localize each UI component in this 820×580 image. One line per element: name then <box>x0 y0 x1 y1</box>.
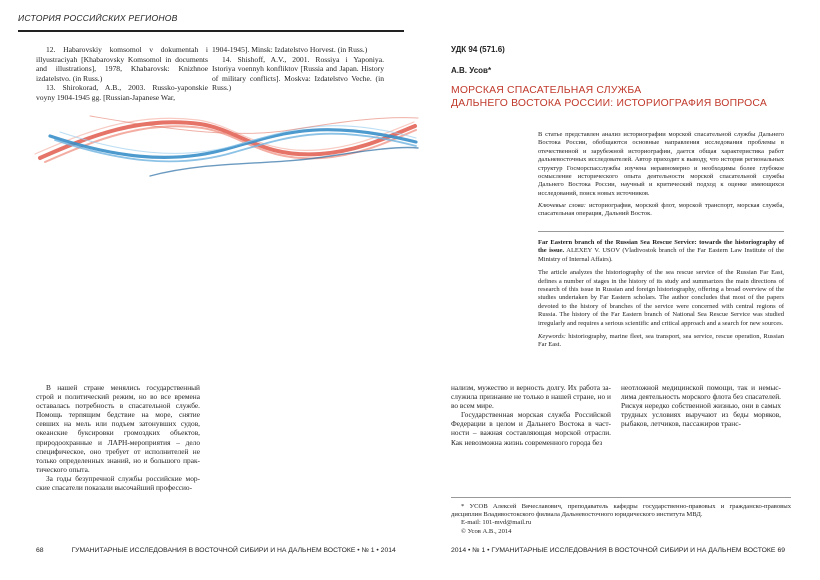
body-column-a <box>451 383 611 447</box>
english-author: ALEXEY V. USOV (Vladivostok branch of the Far Eastern Law Institute of the Ministry of Internal Affairs). <box>538 247 785 263</box>
udc-code: УДК 94 (571.6) <box>451 45 505 54</box>
page-number-left: 68 <box>36 547 44 554</box>
page-number-right: 69 <box>777 547 785 554</box>
keywords-text: historiography, marine fleet, sea transport, sea service, rescue operation, Russian Far East. <box>538 333 784 349</box>
keywords-russian <box>538 202 784 219</box>
english-title: Far Eastern branch of the Russian Sea Rescue Service: towards the historiography of the issue. <box>538 239 784 255</box>
reference-item: 13. Shirokorad, A.B., 2003. Russko-yaponskie voyny 1904-1945 gg. [Russian-Japanese War, <box>36 83 208 102</box>
footnote-email: E-mail: 101-mvd@mail.ru <box>461 519 532 527</box>
references-column-right <box>212 45 384 93</box>
body-paragraph: За годы безупречной службы российские морские спасатели показали высочайший профессио- <box>36 473 200 493</box>
abstract-english <box>538 239 784 355</box>
body-text-left-page <box>36 383 200 492</box>
author-name: А.В. Усов* <box>451 66 492 75</box>
keywords-label: Keywords: <box>538 333 566 341</box>
body-paragraph: В нашей стране менялись государственный строй и политический режим, но во все времена оставалась потребность в спасательной службе. Помощь терпящим бедствие на море, снятие севших на мель или подъем затонувших судов, океанские буксировки громоздких объектов, природоохранные и ЛАРН-мероприятия – дело специфическое, оно требует от исполнителей не только определенных знаний, но и большого практического опыта. <box>36 383 200 474</box>
abstract-russian <box>538 131 784 198</box>
footer-left <box>36 547 396 554</box>
english-abstract-text: The article analyzes the historiography of the sea rescue service of the Russian Far East, defines a number of stages in the history of its study and summarizes the main directions of research of this issue in Russian and foreign historiography, offering a broad overview of the studies undertaken by Far Eastern scholars. The author concludes that most of the papers devoted to the history of branches of the service were concerned with central regions of Russia. The history of the Far Eastern branch of National Sea Rescue Service was studied irregularly and requires a serious scientific and critical approach and a search for new sources. <box>538 269 784 327</box>
keywords-label: Ключевые слова: <box>538 202 586 209</box>
reference-item: 14. Shishoff, A.V., 2001. Rossiya i Yaponiya. Istoriya voennyh konfliktov [Russia and Japan. History of military conflicts]. Moskva: Izdatelstvo Veche. (in Russ.) <box>212 54 384 93</box>
article-title <box>451 85 791 110</box>
english-title-paragraph <box>538 239 784 264</box>
reference-item: 1904-1945]. Minsk: Izdatelstvo Horvest. (in Russ.) <box>212 45 368 54</box>
keywords-text: историография, морской флот, морской транспорт, морская служба, спасательная операция, Дальний Восток. <box>538 202 785 218</box>
footnote-copyright: © Усов А.В., 2014 <box>461 527 512 535</box>
title-line: ДАЛЬНЕГО ВОСТОКА РОССИИ: ИСТОРИОГРАФИЯ ВОПРОСА <box>451 97 768 109</box>
body-column-b <box>621 383 781 428</box>
footnote-rule <box>451 497 791 498</box>
reference-item: 12. Habarovskiy komsomol v dokumentah i illyustraciyah [Khabarovsky Komsomol in documents and illustrations], 1978, Khabarovsk: Knizhnoe izdatelstvo. (in Russ.) <box>36 45 208 83</box>
running-head: ИСТОРИЯ РОССИЙСКИХ РЕГИОНОВ <box>18 13 178 23</box>
author-footnote <box>451 503 791 536</box>
references-column-left <box>36 45 208 103</box>
header-rule <box>18 30 404 32</box>
footnote-text: * УСОВ Алексей Вячеславович, преподаватель кафедры государственно-правовых и гражданско-правовых дисциплин Владивостокского филиала Дальневосточного юридического института МВД. <box>451 503 791 519</box>
footer-right <box>451 547 785 554</box>
abstract-text: В статье представлен анализ историографии морской спасательной службы Дальнего Востока России, обобщаются основные направления исследования проблемы в отечественной и зарубежной историографии, дается общая характеристика работ дальневосточных исследователей. Автор приходит к выводу, что история региональных структур Госморспасслужбы изучена неравномерно и необходимы более глубокое осмысление исторического опыта деятельности морской спасательной службы Дальнего Востока России, научный и критический подход к оценке имеющихся исследований, поиск новых источников. <box>538 131 784 197</box>
body-paragraph: неотложной медицинской помощи, так и немыслима деятельность морского флота без спасателей. Рискуя нередко собственной жизнью, они в самых трудных условиях выручают из беды моряков, рыбаков, летчиков, пассажиров транс- <box>621 383 781 429</box>
body-paragraph: Государственная морская служба Российской Федерации в целом и Дальнего Востока в частности – важная составляющая морской отрасли. Как невозможна жизнь современного города без <box>451 410 611 447</box>
body-paragraph: нализм, мужество и верность долгу. Их работа заслужила признание не только в нашей стране, но и во всем мире. <box>451 383 611 411</box>
journal-title-right: 2014 • № 1 • ГУМАНИТАРНЫЕ ИССЛЕДОВАНИЯ В ВОСТОЧНОЙ СИБИРИ И НА ДАЛЬНЕМ ВОСТОКЕ <box>451 547 776 554</box>
title-line: МОРСКАЯ СПАСАТЕЛЬНАЯ СЛУЖБА <box>451 85 642 96</box>
keywords-english <box>538 333 784 350</box>
abstract-separator <box>538 231 784 232</box>
journal-title-left: ГУМАНИТАРНЫЕ ИССЛЕДОВАНИЯ В ВОСТОЧНОЙ СИБИРИ И НА ДАЛЬНЕМ ВОСТОКЕ • № 1 • 2014 <box>71 547 396 554</box>
decorative-waves <box>30 96 420 186</box>
